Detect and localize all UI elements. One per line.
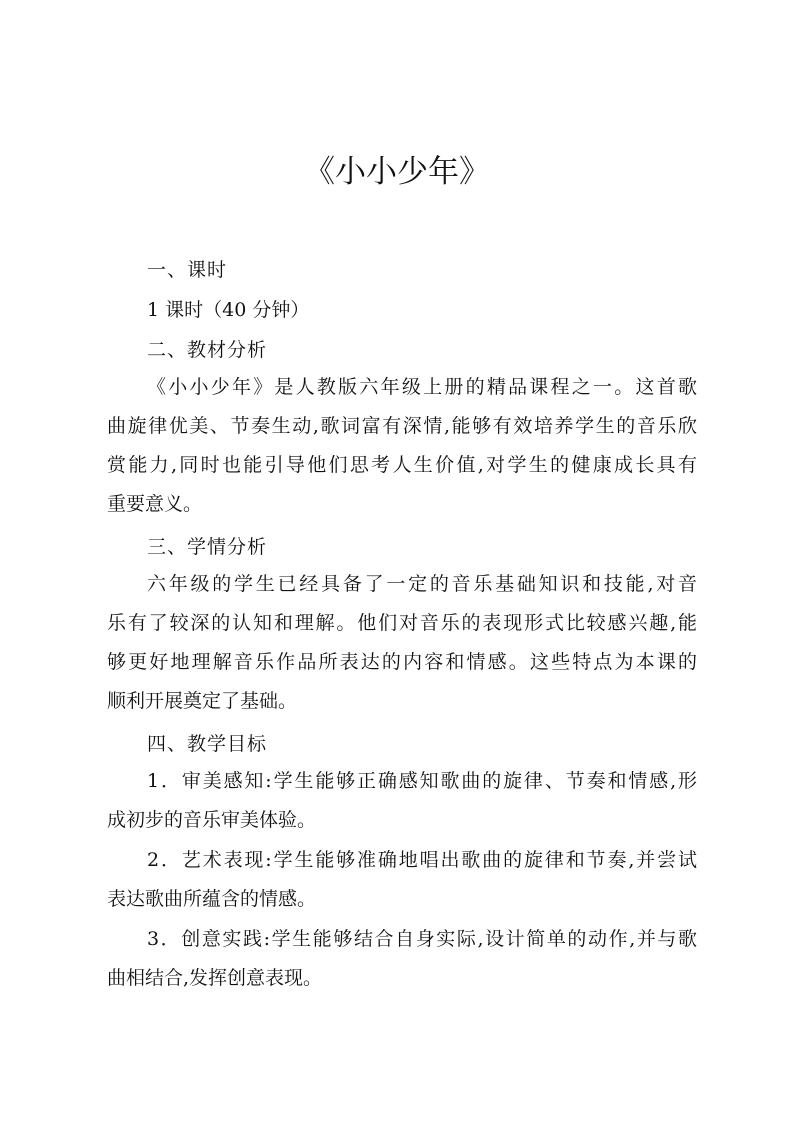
- paragraph-line: 赏能力,同时也能引导他们思考人生价值,对学生的健康成长具有: [107, 454, 697, 476]
- paragraph-line: 够更好地理解音乐作品所表达的内容和情感。这些特点为本课的: [107, 651, 697, 673]
- objective-item-line: 曲相结合,发挥创意表现。: [107, 967, 323, 989]
- objective-item-line: 表达歌曲所蕴含的情感。: [107, 888, 317, 910]
- objective-item-line: 成初步的音乐审美体验。: [107, 809, 317, 831]
- objective-item-line: 1．审美感知:学生能够正确感知歌曲的旋律、节奏和情感,形: [147, 770, 697, 792]
- paragraph-line: 顺利开展奠定了基础。: [107, 690, 298, 712]
- class-hours-text: 1 课时（40 分钟）: [147, 299, 310, 321]
- paragraph-line: 六年级的学生已经具备了一定的音乐基础知识和技能,对音: [147, 573, 697, 595]
- section-heading-class-hours: 一、课时: [147, 259, 228, 281]
- paragraph-line: 乐有了较深的认知和理解。他们对音乐的表现形式比较感兴趣,能: [107, 612, 697, 634]
- paragraph-line: 曲旋律优美、节奏生动,歌词富有深情,能够有效培养学生的音乐欣: [107, 415, 697, 437]
- section-heading-textbook-analysis: 二、教材分析: [147, 339, 268, 361]
- paragraph-line: 《小小少年》是人教版六年级上册的精品课程之一。这首歌: [147, 376, 697, 398]
- section-heading-student-analysis: 三、学情分析: [147, 536, 268, 558]
- objective-item-line: 2．艺术表现:学生能够准确地唱出歌曲的旋律和节奏,并尝试: [147, 849, 697, 871]
- section-heading-teaching-objectives: 四、教学目标: [147, 733, 268, 755]
- paragraph-line: 重要意义。: [107, 493, 203, 515]
- document-title: 《小小少年》: [304, 154, 490, 190]
- objective-item-line: 3．创意实践:学生能够结合自身实际,设计简单的动作,并与歌: [147, 928, 697, 950]
